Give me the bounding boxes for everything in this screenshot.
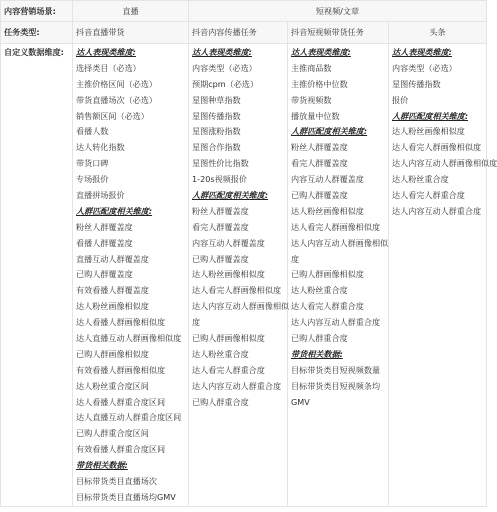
- dimension-item: 达人内容互动人群画像相似: [291, 237, 389, 248]
- dimension-item: 看播人数: [76, 126, 109, 137]
- dimension-item: 达人粉丝画像相似度: [392, 126, 465, 137]
- dimension-item: 有效看播人群覆盖度: [76, 285, 149, 296]
- dimension-item: 已购人群覆盖度: [192, 253, 249, 264]
- dimension-item: 目标带货类目短视频条均: [291, 380, 381, 391]
- dimension-item: 达人看播人群画像相似度: [76, 317, 166, 328]
- custom-dimension-row: [1, 44, 487, 507]
- section-heading: 带货相关数据:: [291, 348, 343, 359]
- dimension-item: 度: [192, 317, 201, 328]
- custom-dimension-label: 自定义数据维度:: [1, 44, 73, 507]
- dimension-item: 内容类型（必选）: [392, 62, 457, 73]
- dimension-item: 带货口碑: [76, 158, 109, 169]
- scene-label: 内容营销场景:: [1, 1, 73, 22]
- dimension-item: 已购人群画像相似度: [76, 348, 149, 359]
- toutiao-dimension-list: [389, 44, 497, 507]
- section-heading: 达人表现类维度:: [291, 47, 351, 57]
- dimension-item: 粉丝人群覆盖度: [76, 221, 133, 232]
- content-dimension-list: [189, 44, 288, 507]
- dimension-item: 达人直播互动人群画像相似度: [76, 333, 182, 344]
- dimension-item: 星图传播指数: [192, 110, 241, 121]
- short-video-dimension-list: [288, 44, 389, 507]
- section-heading: 人群匹配度相关维度:: [192, 190, 269, 201]
- dimension-item: 已购人群重合度: [192, 396, 249, 407]
- dimension-item: 带货视频数: [291, 94, 332, 105]
- dimension-item: 目标带货类目短视频数量: [291, 364, 381, 375]
- dimension-item: 达人看完人群重合度: [192, 364, 265, 375]
- dimension-item: 达人看完人群画像相似度: [392, 142, 482, 153]
- section-heading: 达人表现类维度:: [76, 47, 136, 57]
- dimension-item: 达人粉丝重合度: [291, 285, 348, 296]
- dimension-item: 已购人群重合度区间: [76, 428, 149, 439]
- dimension-item: 达人内容互动人群重合度: [291, 317, 381, 328]
- task-type-row: [1, 22, 487, 44]
- dimension-item: 目标带货类目直播场次: [76, 476, 157, 487]
- task-type-content: 抖音内容传播任务: [189, 22, 288, 44]
- scene-short-video-header: 短视频/文章: [189, 1, 487, 22]
- dimension-item: 达人粉丝画像相似度: [291, 205, 364, 216]
- dimension-item: 达人看播人群重合度区间: [76, 396, 166, 407]
- dimension-item: 看完人群覆盖度: [291, 158, 348, 169]
- dimension-item: 1-20s视频报价: [192, 174, 247, 185]
- dimension-item: 达人内容互动人群画像相似: [192, 301, 290, 312]
- dimension-item: 预期cpm（必选）: [192, 78, 259, 89]
- dimension-item: 专场报价: [76, 174, 109, 185]
- task-type-short-video: 抖音短视频带货任务: [288, 22, 389, 44]
- dimension-item: 内容互动人群覆盖度: [291, 174, 364, 185]
- section-heading: 达人表现类维度:: [392, 47, 452, 57]
- scene-row: [1, 1, 487, 22]
- dimension-item: 达人粉丝重合度区间: [76, 380, 149, 391]
- dimension-item: 达人内容互动人群重合度: [392, 205, 482, 216]
- dimension-item: 达人内容互动人群画像相似度: [392, 158, 497, 169]
- dimension-item: 星图传播指数: [392, 78, 441, 89]
- section-heading: 达人表现类维度:: [192, 47, 252, 57]
- dimension-item: 主推价格区间（必选）: [76, 78, 157, 89]
- dimension-item: 达人转化指数: [76, 142, 125, 153]
- section-heading: 人群匹配度相关维度:: [392, 110, 469, 121]
- dimension-item: 达人直播互动人群重合度区间: [76, 412, 182, 423]
- section-heading: 人群匹配度相关维度:: [291, 126, 368, 137]
- dimension-item: 达人看完人群重合度: [392, 190, 465, 201]
- live-dimension-list: [73, 44, 189, 507]
- dimension-item: 已购人群覆盖度: [76, 269, 133, 280]
- dimension-item: 选择类目（必选）: [76, 62, 141, 73]
- section-heading: 人群匹配度相关维度:: [76, 205, 153, 216]
- dimension-item: 销售额区间（必选）: [76, 110, 149, 121]
- dimension-item: 看完人群覆盖度: [192, 221, 249, 232]
- dimension-item: 星图合作指数: [192, 142, 241, 153]
- dimension-item: 已购人群画像相似度: [291, 269, 364, 280]
- dimension-item: 星图种草指数: [192, 94, 241, 105]
- dimension-item: 度: [291, 253, 300, 264]
- dimension-item: 星图性价比指数: [192, 158, 249, 169]
- dimension-item: 达人粉丝画像相似度: [76, 301, 149, 312]
- dimension-item: 粉丝人群覆盖度: [192, 205, 249, 216]
- scene-live-header: 直播: [73, 1, 189, 22]
- dimension-item: 已购人群画像相似度: [192, 333, 265, 344]
- dimension-item: 有效看播人群重合度区间: [76, 444, 166, 455]
- dimension-item: 直播拼场报价: [76, 190, 125, 201]
- dimension-item: 已购人群重合度: [291, 333, 348, 344]
- dimension-item: 星图涨粉指数: [192, 126, 241, 137]
- task-type-live: 抖音直播带货: [73, 22, 189, 44]
- dimension-item: 达人粉丝重合度: [192, 348, 249, 359]
- dimension-item: 达人内容互动人群重合度: [192, 380, 282, 391]
- dimension-item: 带货直播场次（必选）: [76, 94, 157, 105]
- dimension-item: 达人看完人群画像相似度: [291, 221, 381, 232]
- task-type-label: 任务类型:: [1, 22, 73, 44]
- dimension-item: 达人粉丝重合度: [392, 174, 449, 185]
- dimension-item: 粉丝人群覆盖度: [291, 142, 348, 153]
- dimension-item: 播放量中位数: [291, 110, 340, 121]
- dimension-item: 内容互动人群覆盖度: [192, 237, 265, 248]
- dimension-item: 内容类型（必选）: [192, 62, 257, 73]
- dimension-item: 已购人群覆盖度: [291, 190, 348, 201]
- dimension-item: 达人看完人群画像相似度: [192, 285, 282, 296]
- dimension-item: 达人粉丝画像相似度: [192, 269, 265, 280]
- dimension-item: 目标带货类目直播场均GMV: [76, 491, 176, 502]
- dimension-item: GMV: [291, 396, 310, 407]
- dimension-item: 主推价格中位数: [291, 78, 348, 89]
- dimension-item: 看播人群覆盖度: [76, 237, 133, 248]
- dimension-item: 达人看完人群重合度: [291, 301, 364, 312]
- section-heading: 带货相关数据:: [76, 460, 128, 471]
- dimension-item: 直播互动人群覆盖度: [76, 253, 149, 264]
- task-type-toutiao: 头条: [389, 22, 487, 44]
- dimension-item: 报价: [392, 94, 409, 105]
- dimension-item: 主推商品数: [291, 62, 332, 73]
- dimension-item: 有效看播人群画像相似度: [76, 364, 166, 375]
